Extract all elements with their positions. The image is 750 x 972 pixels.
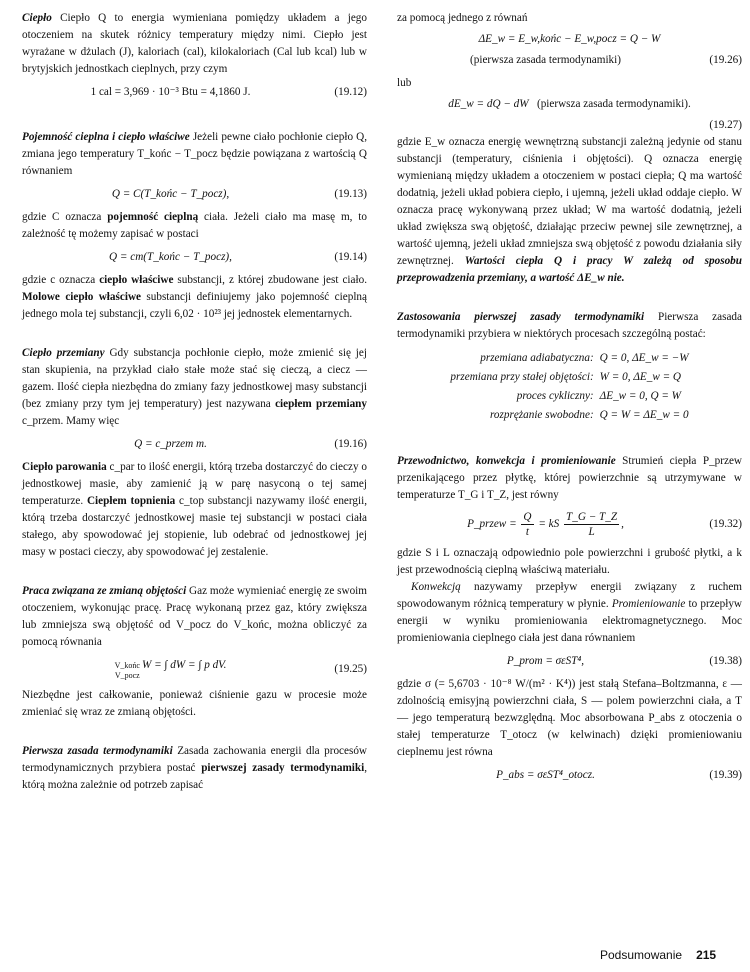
paragraph-heat: Ciepło Ciepło Q to energia wymieniana pomiędzy układem a jego otoczeniem na skutek różnicy temperatury między nimi. Ciepło jest wyrażane w dżulach (J), kaloriach (cal), kilokaloriach (Cal lub kcal) lub w brytyjskich jednostkach cieplnych, przy czym — [22, 12, 367, 75]
equation-19-32: P_przew = $\frac{Q}{t}$ = kS $\frac{T\_G - T\_Z}{L}$ , (19.32) — [467, 511, 742, 538]
equation-19-12: 1 cal = 3,969 · 10⁻³ Btu = 4,1860 J. (19.12) — [90, 86, 367, 98]
equation-19-39: P_abs = σεST⁴_otocz. (19.39) — [496, 769, 742, 781]
paragraph-latent-heat: Ciepło przemiany Gdy substancja pochłonie ciepło, może zmienić się jej stan skupienia, na przykład ciało stałe może stać się cieczą, a ciecz — gazem. Ilość ciepła niezbędna do zmiany fazy jednostkowej masy substancji (bez zmiany przy tym jej temperatury) jest nazywana ciepłem przemiany c_przem. Mamy więc — [22, 347, 367, 427]
paragraph-applications: Zastosowania pierwszej zasady termodynamiki Pierwsza zasada termodynamiki przybiera w niektórych procesach szczególną postać: — [397, 311, 742, 340]
paragraph-work: Praca związana ze zmianą objętości Gaz może wymieniać energię ze swoim otoczeniem, wykonując pracę. Pracę wykonaną przez gaz, który zwiększa lub zmniejsza swą objętość od V_pocz do V_końc, można obliczyć za pomocą równania — [22, 585, 367, 648]
paragraph-specific-heat: gdzie c oznacza ciepło właściwe substancji, z której zbudowane jest ciało. Molowe ciepło właściwe substancji definiujemy jako pojemność cieplną jednego mola tej substancji, czyli 6,02 · 10²³ jej jednostek elementarnych. — [22, 274, 368, 320]
equation-19-14: Q = cm(T_końc − T_pocz), (19.14) — [109, 251, 367, 263]
paragraph-convection: Konwekcją nazywamy przepływ energii związany z ruchem spowodowanym różnicą temperatury w płynie. Promieniowanie to przepływ energii w wyniku promieniowania elektromagnetycznego. Moc promieniowania cieplnego ciała jest dana równaniem — [397, 581, 742, 644]
case-row: rozprężanie swobodne: Q = W = ΔE_w = 0 — [489, 409, 689, 421]
equation-19-27: dE_w = dQ − dW (pierwsza zasada termodynamiki). — [448, 98, 691, 110]
special-cases-table — [447, 349, 691, 425]
paragraph-stefan-boltzmann: gdzie σ (= 5,6703 · 10⁻⁸ W/(m² · K⁴)) jest stałą Stefana–Boltzmanna, ε — zdolnością emisyjną powierzchni ciała, S — polem powierzchni ciała, a T — jego temperaturą bezwzględną. Moc absorbowana P_abs z otoczenia o stałej temperaturze T_otocz (w kelwinach) dzięki promieniowaniu cieplnemu jest równa — [397, 678, 742, 758]
left-column — [22, 10, 367, 794]
right-column — [397, 10, 742, 790]
paragraph-first-law: Pierwsza zasada termodynamiki Zasada zachowania energii dla procesów termodynamicznych przybiera postać pierwszej zasady termodynamiki, którą można zależnie od potrzeb zapisać — [22, 745, 368, 791]
equation-19-26: ΔE_w = E_w,końc − E_w,pocz = Q − W — [478, 33, 661, 45]
page-footer — [600, 947, 716, 964]
equation-19-25: V_końc V_pocz W = ∫ dW = ∫ p dV. (19.25) — [114, 659, 367, 680]
equation-19-38: P_prom = σεST⁴, (19.38) — [506, 655, 742, 667]
paragraph-conduction-def: gdzie S i L oznaczają odpowiednio pole powierzchni i grubość płytki, a k jest przewodnością cieplną właściwą materiału. — [397, 547, 742, 576]
fraction-temp-over-l: $\frac{T\_G - T\_Z}{L}$ — [566, 511, 618, 538]
case-row: przemiana adiabatyczna: Q = 0, ΔE_w = −W — [480, 352, 689, 364]
equation-19-16: Q = c_przem m. (19.16) — [134, 438, 367, 450]
paragraph-vaporization: Ciepło parowania c_par to ilość energii, którą trzeba dostarczyć do cieczy o jednostkowej masie, aby zamienić ją w parę nasyconą o tej samej temperaturze. Ciepłem topnienia c_top substancji nazywamy ilość energii, którą trzeba dostarczyć jednostkowej masie tej substancji w postaci ciała stałego, aby spowodować jej stopienie, lub odebrać od jednostkowej jej masy w postaci cieczy, aby spowodować jej zestalenie. — [22, 461, 368, 558]
case-row: przemiana przy stałej objętości: W = 0, ΔE_w = Q — [450, 371, 681, 383]
integral-bounds: V_końc V_pocz — [114, 661, 140, 680]
equation-19-26-note: (pierwsza zasada termodynamiki) (19.26) — [470, 54, 742, 66]
section-title: Podsumowanie — [600, 948, 683, 962]
paragraph-equations-intro: za pomocą jednego z równań — [397, 12, 528, 24]
equation-19-27-number: (19.27) — [709, 119, 742, 131]
page-number: 215 — [696, 948, 717, 962]
paragraph-integration: Niezbędne jest całkowanie, ponieważ ciśnienie gazu w procesie może zmieniać się wraz ze zmianą objętości. — [22, 689, 367, 718]
paragraph-heat-capacity: Pojemność cieplna i ciepło właściwe Jeżeli pewne ciało pochłonie ciepło Q, zmiana jego temperatury T_końc − T_pocz będzie powiązana z wartością Q równaniem — [22, 131, 368, 177]
paragraph-internal-energy: gdzie E_w oznacza energię wewnętrzną substancji zależną jedynie od stanu substancji (temperatury, ciśnienia i objętości). Q oznacza energię wymienianą między układem a otoczeniem w postaci ciepła; Q ma wartość dodatnią, jeżeli układ pobiera ciepło, i ujemną, jeżeli układ oddaje ciepło. W oznacza pracę wykonywaną przez układ; W ma wartość dodatnią, jeżeli układ zwiększa swą objętość, działając przeciw pewnej sile zewnętrznej, a wartość ujemną, jeżeli układ zmniejsza swą objętość z powodu działania siły zewnętrznej. Wartości ciepła Q i pracy W zależą od sposobu przeprowadzenia przemiany, a wartość ΔE_w nie. — [397, 136, 742, 284]
text-lub: lub — [397, 77, 412, 89]
paragraph-heat-capacity-def: gdzie C oznacza pojemność cieplną ciała. Jeżeli ciało ma masę m, to zależność tę możemy zapisać w postaci — [22, 211, 367, 240]
paragraph-conduction: Przewodnictwo, konwekcja i promieniowanie Strumień ciepła P_przew przenikającego przez płytkę, której powierzchnie są utrzymywane w temperaturze T_G i T_Z, jest równy — [397, 455, 742, 501]
case-row: proces cykliczny: ΔE_w = 0, Q = W — [516, 390, 681, 402]
equation-19-13: Q = C(T_końc − T_pocz), (19.13) — [111, 188, 367, 200]
fraction-q-over-t: $\frac{Q}{t}$ — [523, 511, 532, 538]
